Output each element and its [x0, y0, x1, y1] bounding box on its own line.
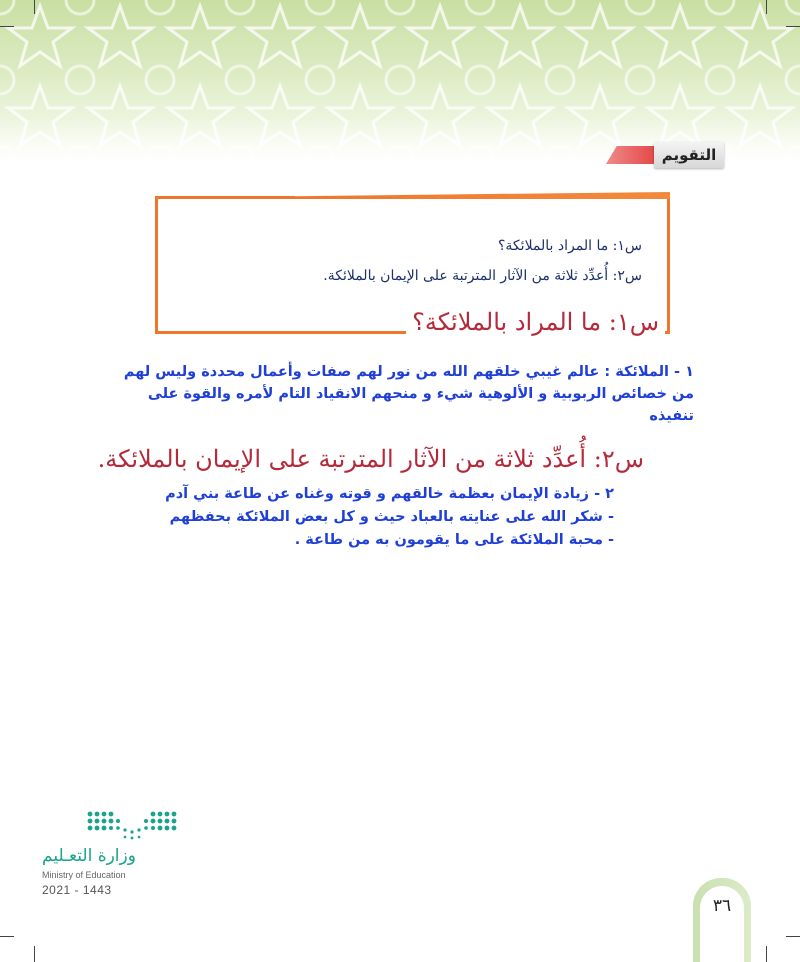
question-2-heading: س٢: أُعدِّد ثلاثة من الآثار المترتبة على الإيمان بالملائكة.	[97, 445, 644, 473]
crop-mark	[0, 936, 14, 937]
crop-mark	[766, 0, 767, 14]
answer-1-line: من خصائص الربوبية و الألوهية شيء و منحهم الانقياد التام لأمره والقوة على	[147, 386, 694, 402]
answer-1-line: ١ - الملائكة : عالم غيبي خلقهم الله من نور لهم صفات وأعمال محددة وليس لهم	[123, 364, 694, 380]
page-number: ٣٦	[712, 896, 732, 916]
ministry-name-arabic: وزارة التعـليم	[42, 846, 136, 866]
answer-2-line: - شكر الله على عنايته بالعباد حيث و كل بعض الملائكة بحفظهم	[169, 509, 614, 525]
ministry-logo-icon	[86, 808, 178, 842]
crop-mark	[766, 946, 767, 962]
ministry-year: 2021 - 1443	[42, 883, 112, 897]
ministry-logo	[40, 808, 190, 898]
crop-mark	[0, 26, 14, 27]
box-question-1: س١: ما المراد بالملائكة؟	[498, 238, 642, 254]
question-1-heading: س١: ما المراد بالملائكة؟	[406, 308, 665, 336]
crop-mark	[786, 26, 800, 27]
answer-2-line: ٢ - زيادة الإيمان بعظمة خالقهم و قوته وغناه عن طاعة بني آدم	[165, 486, 614, 502]
answer-2-line: - محبة الملائكة على ما يقومون به من طاعة .	[294, 532, 614, 548]
crop-mark	[786, 936, 800, 937]
section-tag	[606, 142, 724, 168]
crop-mark	[34, 0, 35, 14]
answer-1-line: تنفيذه	[649, 408, 694, 424]
section-tag-label: التقويم	[661, 146, 717, 164]
box-question-2: س٢: أُعدِّد ثلاثة من الآثار المترتبة على الإيمان بالملائكة.	[323, 268, 642, 284]
ministry-name-english: Ministry of Education	[42, 870, 126, 880]
question-box-top-edge	[155, 196, 295, 199]
crop-mark	[34, 946, 35, 962]
